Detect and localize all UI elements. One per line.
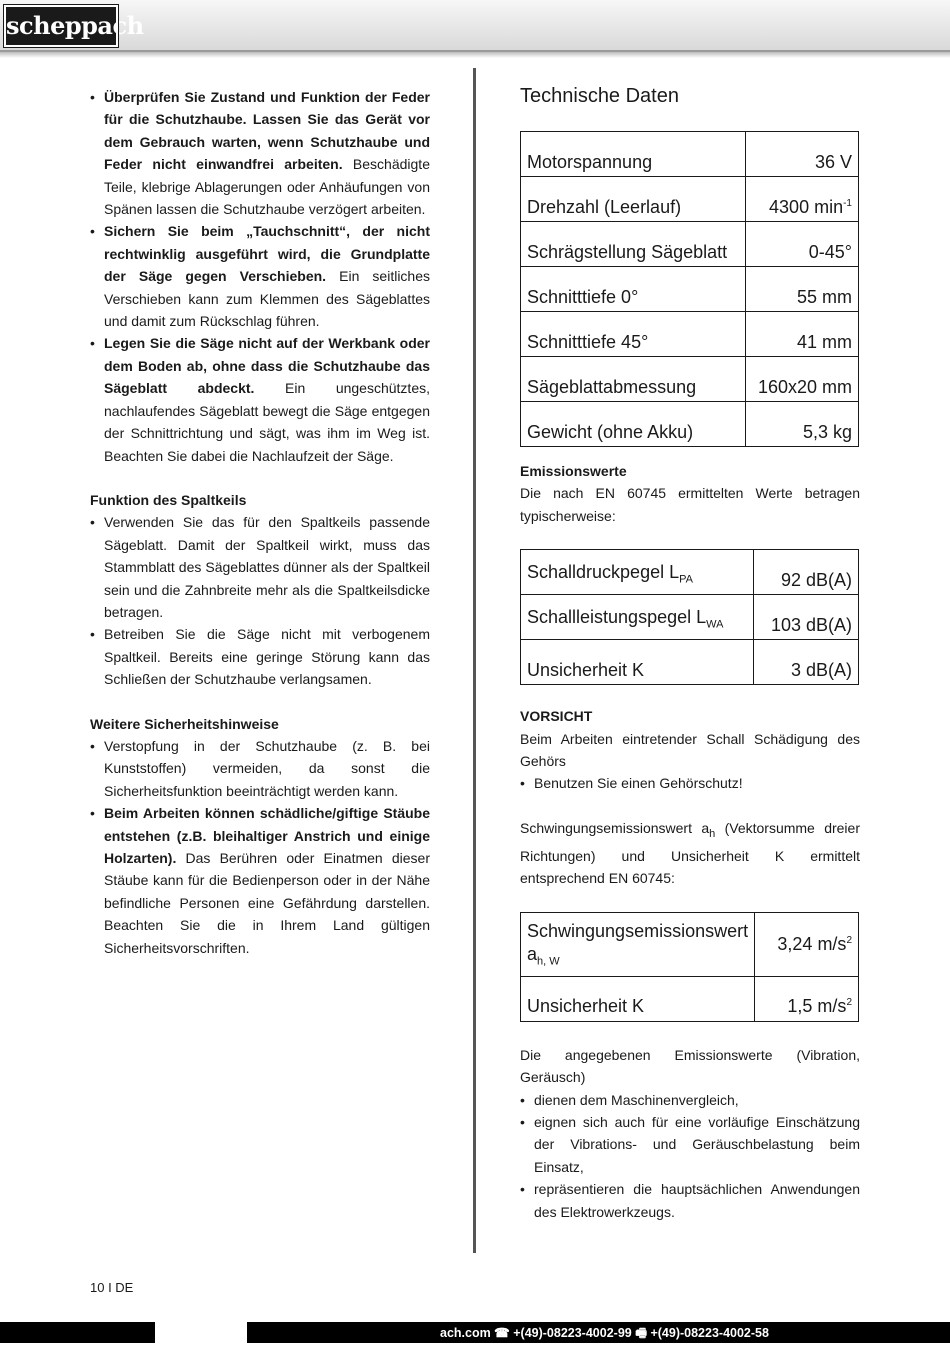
table-row bbox=[521, 267, 859, 312]
table-row bbox=[521, 177, 859, 222]
footer-contact: ach.com ☎ +(49)-08223-4002-99 🖷 +(49)-08223-4002-58 bbox=[440, 1326, 769, 1340]
footer-gap bbox=[155, 1322, 247, 1343]
vibration-value: 3,24 $m/s^2$ bbox=[755, 912, 859, 976]
safety-bullet-1 bbox=[90, 86, 430, 220]
spec-value: 4300 $\min^{-1}$ bbox=[745, 177, 858, 222]
spec-value: 0-45° bbox=[745, 222, 858, 267]
sound-value: 3 dB(A) bbox=[754, 640, 859, 685]
table-row bbox=[521, 640, 859, 685]
table-row bbox=[521, 912, 859, 976]
sound-label: Unsicherheit K bbox=[521, 640, 754, 685]
table-row bbox=[521, 976, 859, 1021]
bullet-bold: Sichern Sie beim „Tauchschnitt“, der nicht rechtwinklig ausgeführt wird, die Grundplatte der Säge gegen Verschieben. bbox=[104, 223, 430, 285]
spec-value: 5,3 kg bbox=[745, 402, 858, 447]
table-row bbox=[521, 132, 859, 177]
section-heading-safety: Weitere Sicherheitshinweise bbox=[90, 715, 279, 732]
spec-label: Schnitttiefe 45° bbox=[521, 312, 746, 357]
safety-bullet-3 bbox=[90, 332, 430, 466]
sound-label: Schallleistungspegel $L_{WA}$ bbox=[521, 595, 754, 640]
table-row bbox=[521, 312, 859, 357]
caution-bullet: • Benutzen Sie einen Gehörschutz! bbox=[520, 772, 860, 794]
spec-label: Gewicht (ohne Akku) bbox=[521, 402, 746, 447]
table-row bbox=[521, 595, 859, 640]
page-header bbox=[0, 0, 950, 52]
table-row bbox=[521, 550, 859, 595]
bullet-text: Ein ungeschütztes, nachlaufendes Sägeblatt bewegt die Säge entgegen der Schnittrichtung und sägt, was ihm im Weg ist. Beachten Sie dabei die Nachlaufzeit der Säge. bbox=[104, 380, 430, 464]
table-row bbox=[521, 402, 859, 447]
final-text: Die angegebenen Emissionswerte (Vibration, Geräusch) bbox=[520, 1046, 860, 1086]
safety-bullet-2 bbox=[90, 220, 430, 332]
emission-text: Die nach EN 60745 ermittelten Werte betragen typischerweise: bbox=[520, 485, 860, 524]
right-column bbox=[520, 82, 860, 1223]
emission-heading: Emissionswerte bbox=[520, 463, 627, 479]
sound-value: 103 dB(A) bbox=[754, 595, 859, 640]
spec-value: 160x20 mm bbox=[745, 357, 858, 402]
column-divider bbox=[473, 68, 476, 1253]
bullet-text: Ein seitliches Verschieben kann zum Klemmen des Sägeblattes und damit zum Rückschlag führen. bbox=[104, 268, 431, 330]
brand-logo: scheppach bbox=[4, 5, 118, 47]
table-row bbox=[521, 222, 859, 267]
caution-text: Beim Arbeiten eintretender Schall Schädigung des Gehörs bbox=[520, 730, 860, 770]
bullet-text: Das Berühren oder Einatmen dieser Stäube kann für die Bedienperson oder in der Nähe befindliche Personen eine Gefährdung darstellen. Beachten Sie die in Ihrem Land gültigen Sicherheitsvorschriften. bbox=[104, 850, 430, 956]
spec-value: 41 mm bbox=[745, 312, 858, 357]
spaltkeil-bullet-2: • Betreiben Sie die Säge nicht mit verbogenem Spaltkeil. Bereits eine geringe Störung kann das Schließen der Schutzhaube verlangsamen. bbox=[90, 623, 430, 690]
spec-label: Sägeblattabmessung bbox=[521, 357, 746, 402]
sound-value: 92 dB(A) bbox=[754, 550, 859, 595]
bullet-bold: Beim Arbeiten können schädliche/giftige Stäube entstehen (z.B. bleihaltiger Anstrich und einige Holzarten). bbox=[104, 805, 430, 866]
vibration-label: Unsicherheit K bbox=[521, 976, 755, 1021]
section-heading-spaltkeil: Funktion des Spaltkeils bbox=[90, 491, 247, 508]
spec-label: Schrägstellung Sägeblatt bbox=[521, 222, 746, 267]
vibration-table bbox=[520, 912, 859, 1022]
spaltkeil-bullet-1: • Verwenden Sie das für den Spaltkeils passende Sägeblatt. Damit der Spaltkeil wirkt, muss das Stammblatt des Sägeblattes dünner als der Spaltkeil sein und die Zahnbreite mehr als die Spaltkeilsdicke betragen. bbox=[90, 511, 430, 623]
bullet-bold: Legen Sie die Säge nicht auf der Werkbank oder dem Boden ab, ohne dass die Schutzhaube das Sägeblatt abdeckt. bbox=[104, 335, 430, 397]
sound-table bbox=[520, 549, 859, 685]
vibration-text: Schwingungsemissionswert $a_h$ (Vektorsumme dreier Richtungen) und Unsicherheit K ermittelt entsprechend EN 60745: bbox=[520, 819, 860, 887]
bullet-bold: Überprüfen Sie Zustand und Funktion der Feder für die Schutzhaube. Lassen Sie das Gerät vor dem Gebrauch warten, wenn Schutzhaube und Feder nicht einwandfrei arbeiten. bbox=[104, 89, 430, 173]
sound-label: Schalldruckpegel $L_{PA}$ bbox=[521, 550, 754, 595]
header-shadow bbox=[0, 52, 950, 58]
spec-value: 36 V bbox=[745, 132, 858, 177]
table-row bbox=[521, 357, 859, 402]
spec-label: Motorspannung bbox=[521, 132, 746, 177]
tech-data-title: Technische Daten bbox=[520, 85, 679, 107]
vibration-label: Schwingungsemissionswert $a_{h, W}$ bbox=[521, 912, 755, 976]
safety-extra-bullet-2 bbox=[90, 802, 430, 959]
tech-data-table bbox=[520, 131, 859, 447]
final-bullet-2: • eignen sich auch für eine vorläufige Einschätzung der Vibrations- und Geräuschbelastung beim Einsatz, bbox=[520, 1111, 860, 1178]
bullet-text: Beschädigte Teile, klebrige Ablagerungen oder Anhäufungen von Spänen lassen die Schutzhaube verzögert arbeiten. bbox=[104, 156, 430, 218]
spec-label: Schnitttiefe 0° bbox=[521, 267, 746, 312]
spec-value: 55 mm bbox=[745, 267, 858, 312]
final-bullet-3: • repräsentieren die hauptsächlichen Anwendungen des Elektrowerkzeugs. bbox=[520, 1178, 860, 1223]
vibration-value: 1,5 $m/s^2$ bbox=[755, 976, 859, 1021]
caution-heading: VORSICHT bbox=[520, 708, 593, 725]
final-bullet-1: • dienen dem Maschinenvergleich, bbox=[520, 1089, 860, 1111]
safety-extra-bullet-1: • Verstopfung in der Schutzhaube (z. B. bei Kunststoffen) vermeiden, da sonst die Sicherheitsfunktion beeinträchtigt werden kann. bbox=[90, 735, 430, 802]
spec-label: Drehzahl (Leerlauf) bbox=[521, 177, 746, 222]
left-column bbox=[90, 86, 430, 959]
page-number: 10 I DE bbox=[90, 1280, 134, 1295]
